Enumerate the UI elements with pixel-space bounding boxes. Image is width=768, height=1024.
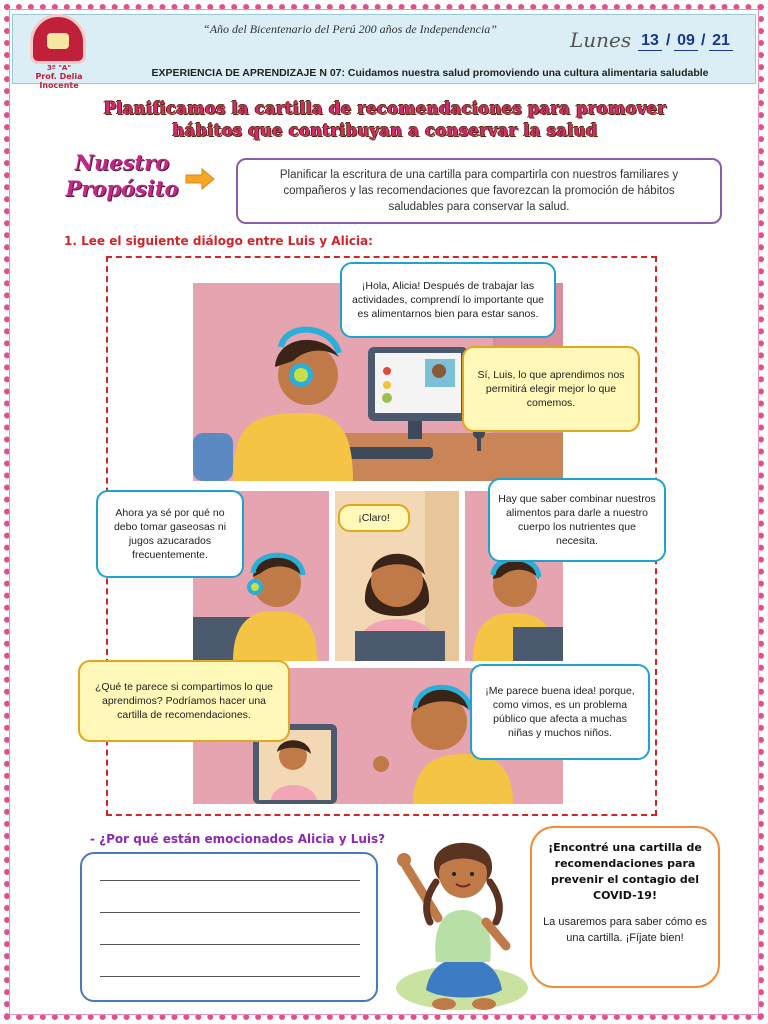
day-label: Lunes <box>570 28 632 52</box>
speech-text: ¿Qué te parece si compartimos lo que aprendimos? Podríamos hacer una cartilla de recomendaciones. <box>95 681 273 721</box>
answer-line[interactable] <box>100 944 360 945</box>
page-title <box>60 98 710 142</box>
speech-bubble-luis-3 <box>488 478 666 562</box>
experience-title: EXPERIENCIA DE APRENDIZAJE N 07: Cuidamos nuestra salud promoviendo una cultura alimentaria saludable <box>151 67 709 79</box>
motto: “Año del Bicentenario del Perú 200 años de Independencia” <box>203 22 497 36</box>
answer-line[interactable] <box>100 912 360 913</box>
page-title-line-2: hábitos que contribuyan a conservar la salud <box>172 121 598 140</box>
date-separator: / <box>666 32 671 49</box>
speech-bubble-alicia-2 <box>338 504 410 532</box>
speech-bubble-alicia-3 <box>78 660 290 742</box>
date-day: 13 <box>638 32 662 51</box>
purpose-label <box>52 150 192 202</box>
final-bubble-text: La usaremos para saber cómo es una cartilla. ¡Fíjate bien! <box>543 916 707 944</box>
arrow-right-icon <box>184 167 216 191</box>
date-separator: / <box>701 32 706 49</box>
speech-text: ¡Hola, Alicia! Después de trabajar las actividades, comprendí lo importante que es alimentarnos bien para estar sanos. <box>351 280 545 320</box>
date-month: 09 <box>674 32 698 51</box>
question: - ¿Por qué están emocionados Alicia y Luis? <box>90 832 386 846</box>
instruction: 1. Lee el siguiente diálogo entre Luis y Alicia: <box>64 234 373 248</box>
final-speech-bubble <box>530 826 720 988</box>
answer-line[interactable] <box>100 976 360 977</box>
answer-line[interactable] <box>100 880 360 881</box>
speech-text: ¡Me parece buena idea! porque, como vimos, es un problema público que afecta a muchas niñas y muchos niños. <box>485 685 635 739</box>
speech-bubble-luis-4 <box>470 664 650 760</box>
speech-text: Hay que saber combinar nuestros alimentos para darle a nuestro cuerpo los nutrientes que necesita. <box>498 493 656 547</box>
speech-bubble-alicia-1 <box>462 346 640 432</box>
purpose-label-line-2: Propósito <box>65 176 179 201</box>
speech-text: Sí, Luis, lo que aprendimos nos permitirá elegir mejor lo que comemos. <box>477 369 625 409</box>
speech-text: ¡Claro! <box>358 512 390 524</box>
speech-bubble-luis-1 <box>340 262 556 338</box>
speech-text: Ahora ya sé por qué no debo tomar gaseosas ni jugos azucarados frecuentemente. <box>113 507 227 561</box>
school-logo <box>18 14 100 90</box>
final-bubble-bold-text: ¡Encontré una cartilla de recomendaciones para prevenir el contagio del COVID-19! <box>548 841 702 902</box>
girl-illustration <box>386 826 536 1016</box>
page-title-line-1: Planificamos la cartilla de recomendaciones para promover <box>103 99 667 118</box>
school-crest-icon <box>30 14 86 64</box>
logo-teacher: Prof. Delia Inocente <box>35 72 83 90</box>
logo-grade: 3º "A" <box>47 64 71 72</box>
purpose-box <box>236 158 722 224</box>
purpose-text: Planificar la escritura de una cartilla para compartirla con nuestros familiares y compañeros y las recomendaciones que favorezcan la promoción de hábitos saludables para conservar la salud. <box>279 169 679 213</box>
purpose-label-line-1: Nuestro <box>74 150 170 175</box>
date-area <box>570 28 750 60</box>
answer-box[interactable] <box>80 852 378 1002</box>
speech-bubble-luis-2 <box>96 490 244 578</box>
date-year: 21 <box>709 32 733 51</box>
